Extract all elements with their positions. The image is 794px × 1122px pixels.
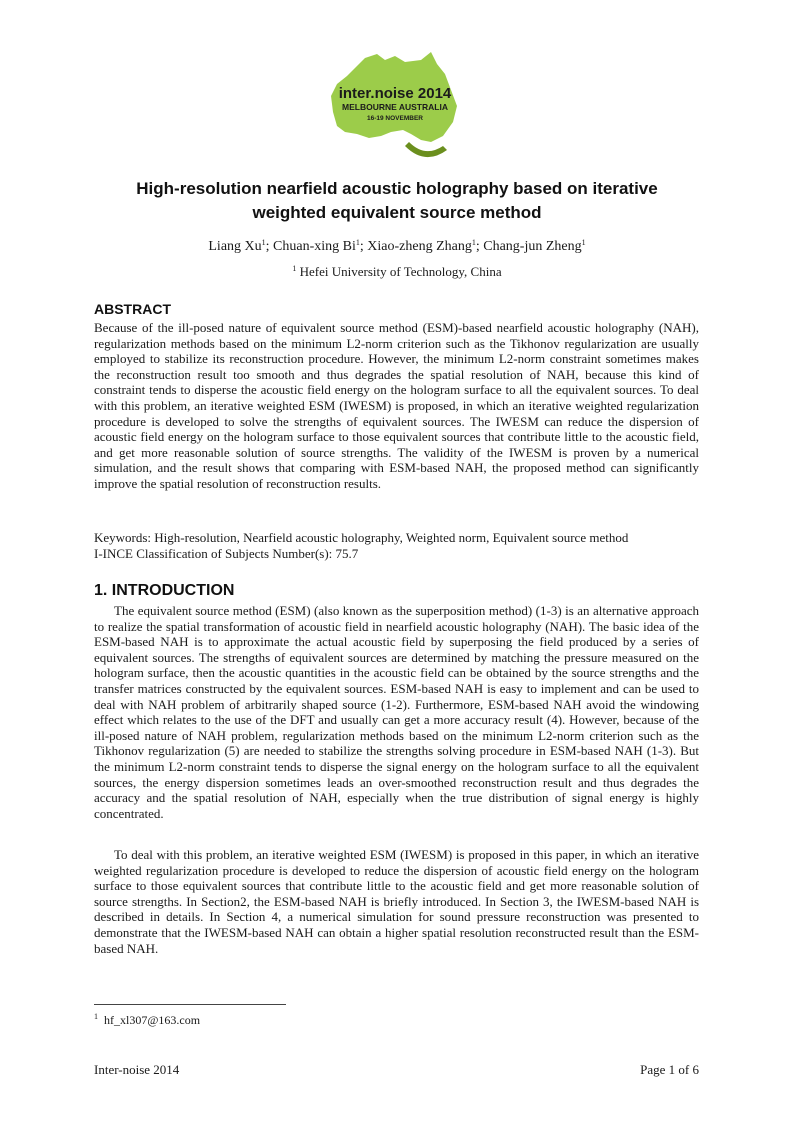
- title-line-2: weighted equivalent source method: [252, 203, 542, 222]
- author-affil-marker: 1: [471, 238, 476, 247]
- australia-map-logo: [325, 50, 465, 162]
- keywords-block: [94, 530, 699, 561]
- conference-logo: [325, 50, 465, 162]
- footnote-marker: 1: [94, 1012, 98, 1021]
- logo-line1: inter.noise 2014: [338, 85, 452, 102]
- title-line-1: High-resolution nearfield acoustic holography based on iterative: [136, 179, 658, 198]
- paper-title: [60, 177, 734, 225]
- footer-conference: Inter-noise 2014: [94, 1062, 180, 1077]
- author-list: [60, 238, 734, 256]
- logo-line3: 16-19 NOVEMBER: [367, 115, 423, 122]
- introduction-paragraph-1: The equivalent source method (ESM) (also known as the superposition method) (1-3) is an alternative approach to realize the spatial transformation of acoustic field in nearfield acoustic holography (NAH). The basic idea of the ESM-based NAH is to approximate the actual acoustic field by superposing the field produced by a series of equivalent sources. The strengths of equivalent sources are determined by matching the pressure measured on the hologram surface, then the acoustic quantities in the acoustic field can be obtained by the source strengths and the transfer matrices constructed by the equivalent sources. ESM-based NAH is easy to implement and can be used to deal with NAH problem of arbitrarily shaped source (1-2). Furthermore, ESM-based NAH avoid the windowing effect which relates to the use of the DFT and usually can get a more accuracy result (4). However, because of the ill-posed nature of NAH problem, regularization methods based on the minimum L2-norm criterion such as the Tikhonov regularization (5) are needed to stabilize the strengths solving procedure in ESM-based NAH (1-3). But the minimum L2-norm constraint tends to disperse the signal energy on the hologram surface to all the equivalent sources, the energy dispersion sometimes leads an over-smoothed reconstruction result and thus degrades the accuracy and the spatial resolution of NAH, especially when the true distribution of signal energy is highly concentrated.: [94, 603, 699, 821]
- author: [483, 239, 585, 254]
- author-name: Liang Xu: [208, 239, 262, 254]
- logo-line2: MELBOURNE AUSTRALIA: [342, 102, 448, 112]
- affiliation-marker: 1: [292, 264, 297, 273]
- author-separator: ;: [359, 239, 368, 254]
- abstract-heading: ABSTRACT: [94, 301, 171, 317]
- introduction-paragraph-2: To deal with this problem, an iterative weighted ESM (IWESM) is proposed in this paper, in which an iterative weighted regularization procedure is developed to reduce the dispersion of acoustic field energy on the hologram surface to those equivalent sources that contribute little to the acoustic field and get more reasonable solution of source strengths. In Section2, the ESM-based NAH is briefly introduced. In Section 3, the IWESM-based NAH is described in details. In Section 4, a numerical simulation for sound pressure reconstruction was presented to demonstrate that the IWESM-based NAH can obtain a higher spatial resolution reconstructed result than the ESM-based NAH.: [94, 847, 699, 956]
- abstract-body: Because of the ill-posed nature of equivalent source method (ESM)-based nearfield acoustic holography (NAH), regularization methods based on the minimum L2-norm criterion such as the Tikhonov regularization are usually employed to stabilize its reconstruction procedure. However, the minimum L2-norm constraint sometimes makes the reconstruction result too smooth and thus degrades the spatial resolution of NAH, because this kind of constraint tends to disperse the acoustic field energy on the hologram surface to all the equivalent sources. To deal with this problem, an iterative weighted ESM (IWESM) is proposed, in which an iterative weighted regularization procedure is developed to solve the strengths of equivalent sources. The IWESM can reduce the dispersion of acoustic field energy on the hologram surface to those equivalent sources that contribute little to the acoustic field, and get more reasonable solution of source strengths. The validity of the IWESM is proven by a numerical simulation, and the result shows that comparing with ESM-based NAH, the proposed method can significantly improve the spatial resolution of reconstruction results.: [94, 320, 699, 491]
- author-affil-marker: 1: [355, 238, 360, 247]
- author: [367, 239, 483, 254]
- author-name: Xiao-zheng Zhang: [367, 239, 472, 254]
- author-affil-marker: 1: [581, 238, 586, 247]
- boomerang-icon: [405, 142, 447, 157]
- classification-line: I-INCE Classification of Subjects Number(s): 75.7: [94, 545, 359, 561]
- footnote-divider: [94, 1004, 286, 1005]
- author-name: Chang-jun Zheng: [483, 239, 582, 254]
- author: [273, 239, 367, 254]
- author-name: Chuan-xing Bi: [273, 239, 356, 254]
- author-separator: ;: [265, 239, 274, 254]
- footer-page-number: Page 1 of 6: [640, 1062, 699, 1077]
- keywords-line: Keywords: High-resolution, Nearfield acoustic holography, Weighted norm, Equivalent source method: [94, 530, 629, 545]
- author-affil-marker: 1: [261, 238, 266, 247]
- affiliation: [60, 263, 734, 280]
- footnote-email: hf_xl307@163.com: [104, 1013, 201, 1027]
- introduction-heading: 1. INTRODUCTION: [94, 582, 235, 599]
- author-separator: ;: [475, 239, 484, 254]
- author: [208, 239, 273, 254]
- affiliation-text: Hefei University of Technology, China: [296, 264, 502, 279]
- footnote: [94, 1013, 200, 1028]
